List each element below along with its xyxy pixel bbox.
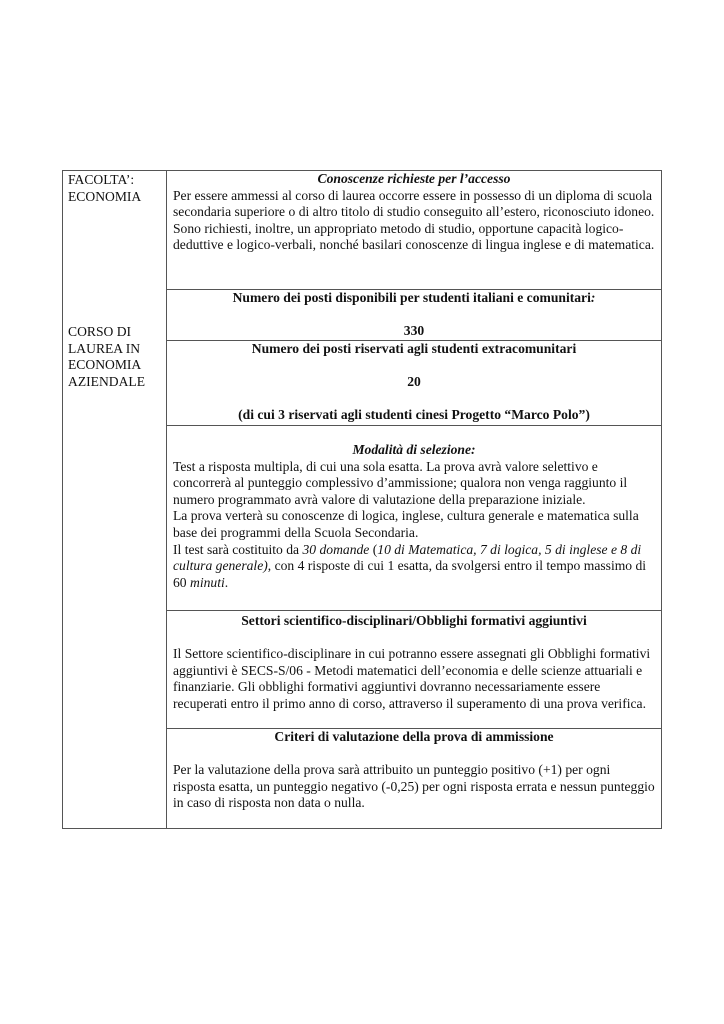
posti-value: 330 [403, 323, 425, 339]
section-modalita [167, 426, 661, 611]
section-settori [167, 611, 661, 729]
course-label [68, 324, 145, 390]
section-title: Conoscenze richieste per l’accesso [317, 171, 511, 186]
faculty-name: ECONOMIA [68, 188, 142, 204]
section-posti [167, 290, 661, 341]
details-column [167, 171, 661, 828]
section-title: Settori scientifico-disciplinari/Obblighi formativi aggiuntivi [241, 613, 587, 628]
paragraph: Test a risposta multipla, di cui una sola esatta. La prova avrà valore selettivo e concorrerà al punteggio complessivo d’ammissione; qualora non venga raggiunto il numero programmato avrà valore di valutazione della preparazione iniziale. [173, 458, 628, 507]
paragraph: Per la valutazione della prova sarà attribuito un punteggio positivo (+1) per ogni risposta esatta, un punteggio negativo (-0,25) per ogni risposta errata e nessun punteggio in caso di risposta non data o nulla. [173, 762, 655, 811]
section-extra [167, 341, 661, 426]
paragraph: Il Settore scientifico-disciplinare in cui potranno essere assegnati gli Obblighi formativi aggiuntivi è SECS-S/06 - Metodi matematici dell’economia e delle scienze attuariali e finanziarie. Gli obblighi formativi aggiuntivi dovranno necessariamente essere recuperati entro il primo anno di corso, attraverso il superamento di una prova verifica. [173, 646, 651, 711]
section-title: Modalità di selezione: [352, 442, 476, 457]
faculty-label [68, 172, 141, 205]
section-title: Numero dei posti disponibili per studenti italiani e comunitari: [232, 290, 596, 305]
course-line: ECONOMIA [68, 357, 142, 373]
admission-table [62, 170, 662, 829]
section-title: Numero dei posti riservati agli studenti extracomunitari [251, 341, 577, 356]
course-line: AZIENDALE [68, 373, 146, 389]
faculty-column [63, 171, 167, 828]
faculty-line: FACOLTA’: [68, 172, 135, 187]
paragraph: Il test sarà costituito da 30 domande (10 di Matematica, 7 di logica, 5 di inglese e 8 di cultura generale), con 4 risposte di cui 1 esatta, da svolgersi entro il tempo massimo di 60 minuti. [173, 541, 647, 590]
section-criteri [167, 729, 661, 830]
course-line: LAUREA IN [68, 340, 141, 356]
paragraph: Sono richiesti, inoltre, un appropriato metodo di studio, opportune capacità logico-deduttive e logico-verbali, nonché basilari conoscenze di lingua inglese e di matematica. [173, 220, 655, 253]
section-conoscenze [167, 171, 661, 290]
paragraph: Per essere ammessi al corso di laurea occorre essere in possesso di un diploma di scuola secondaria superiore o di altro titolo di studio conseguito all’estero, riconosciuto idoneo. [173, 187, 655, 220]
paragraph: La prova verterà su conoscenze di logica, inglese, cultura generale e matematica sulla base dei programmi della Scuola Secondaria. [173, 508, 639, 540]
section-title: Criteri di valutazione della prova di ammissione [274, 729, 554, 744]
extra-note: (di cui 3 riservati agli studenti cinesi Progetto “Marco Polo”) [238, 407, 590, 423]
course-line: CORSO DI [68, 324, 132, 339]
extra-value: 20 [407, 374, 421, 390]
